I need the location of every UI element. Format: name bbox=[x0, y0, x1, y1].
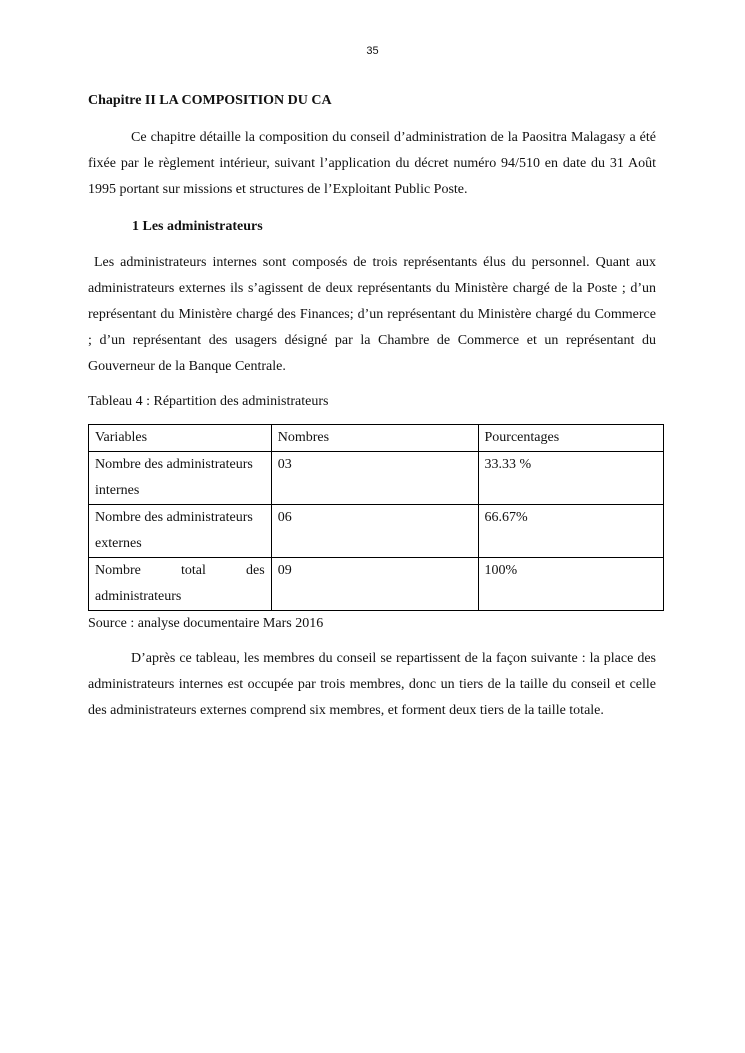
row-variable: Nombre des administrateurs externes bbox=[89, 505, 272, 558]
row-variable: Nombre total des administrateurs bbox=[89, 558, 272, 611]
administrators-table bbox=[88, 424, 664, 611]
page-number: 35 bbox=[366, 45, 379, 57]
row-nombre: 03 bbox=[271, 452, 478, 505]
section-heading: 1 Les administrateurs bbox=[132, 219, 263, 234]
row-nombre: 06 bbox=[271, 505, 478, 558]
table-row bbox=[89, 505, 664, 558]
document-body bbox=[88, 88, 656, 724]
row-pourcentage: 33.33 % bbox=[478, 452, 664, 505]
administrators-paragraph: Les administrateurs internes sont composés de trois représentants élus du personnel. Quant aux administrateurs externes ils s’agissent de deux représentants du Ministère chargé de la Poste ; d’un représentant du Ministère chargé des Finances; d’un représentant du Ministère chargé du Commerce ; d’un représentant des usagers désigné par la Chambre de Commerce et un représentant du Gouverneur de la Banque Centrale. bbox=[88, 255, 656, 374]
row-pourcentage: 100% bbox=[478, 558, 664, 611]
header-nombres: Nombres bbox=[271, 425, 478, 452]
table-row bbox=[89, 558, 664, 611]
chapter-title: Chapitre II LA COMPOSITION DU CA bbox=[88, 93, 332, 108]
table-header-row bbox=[89, 425, 664, 452]
header-pourcentages: Pourcentages bbox=[478, 425, 664, 452]
intro-paragraph: Ce chapitre détaille la composition du conseil d’administration de la Paositra Malagasy a été fixée par le règlement intérieur, suivant l’application du décret numéro 94/510 en date du 31 Août 1995 portant sur missions et structures de l’Exploitant Public Poste. bbox=[88, 130, 656, 197]
table-row bbox=[89, 452, 664, 505]
conclusion-paragraph: D’après ce tableau, les membres du conseil se repartissent de la façon suivante : la place des administrateurs internes est occupée par trois membres, donc un tiers de la taille du conseil et celle des administrateurs externes comprend six membres, et forment deux tiers de la taille totale. bbox=[88, 651, 656, 718]
row-nombre: 09 bbox=[271, 558, 478, 611]
header-variables: Variables bbox=[89, 425, 272, 452]
table-source: Source : analyse documentaire Mars 2016 bbox=[88, 616, 324, 631]
row-variable: Nombre des administrateurs internes bbox=[89, 452, 272, 505]
row-pourcentage: 66.67% bbox=[478, 505, 664, 558]
table-caption: Tableau 4 : Répartition des administrateurs bbox=[88, 394, 329, 409]
